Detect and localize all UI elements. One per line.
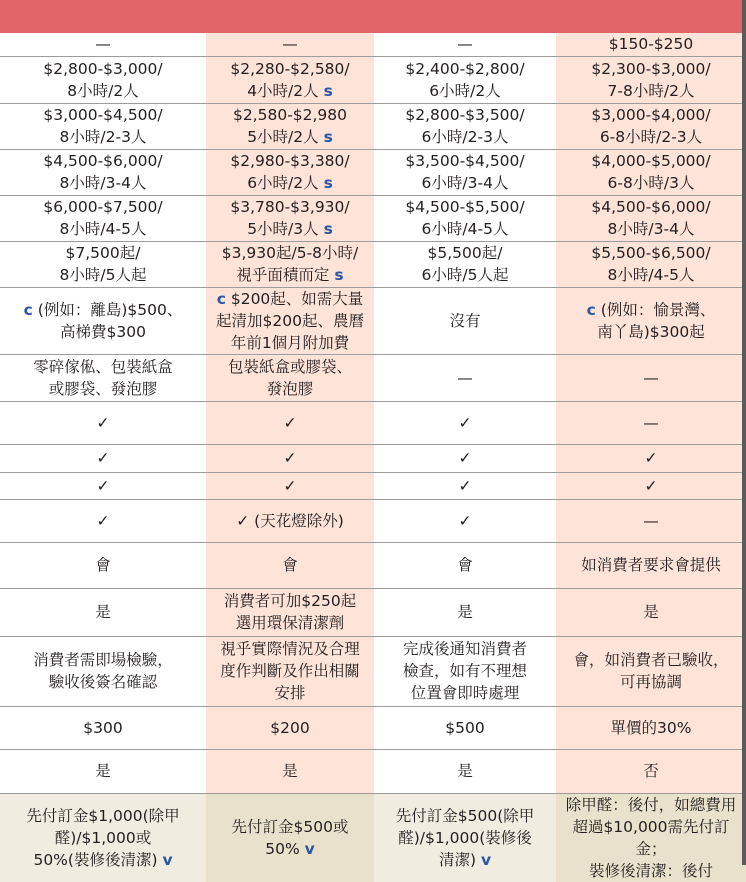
table-row <box>0 103 746 149</box>
cell-text: $6,000-$7,500/ 8小時/4-5人 <box>43 198 163 238</box>
cell-text: $3,780-$3,930/ 5小時/3人 <box>230 198 350 238</box>
table-cell <box>0 287 206 354</box>
table-row <box>0 636 746 706</box>
table-cell <box>556 793 746 882</box>
cell-text: 沒有 <box>449 311 481 330</box>
cell-text: ✓ <box>458 476 472 495</box>
table-row <box>0 706 746 749</box>
footnote-marker: v <box>304 839 315 858</box>
cell-text: $2,980-$3,380/ 6小時/2人 <box>230 152 350 192</box>
table-cell <box>0 588 206 636</box>
table-row <box>0 287 746 354</box>
cell-text: $7,500起/ 8小時/5人起 <box>59 244 147 284</box>
table-cell <box>556 195 746 241</box>
table-row <box>0 749 746 793</box>
cell-text: 除甲醛：後付，如總費用 超過$10,000需先付訂金； 裝修後清潔：後付 <box>565 795 737 880</box>
cell-text: 會 <box>95 556 111 574</box>
cell-text: ✓ <box>283 449 297 467</box>
cell-text: 視乎實際情況及合理 度作判斷及作出相關 安排 <box>220 640 360 702</box>
table-cell <box>374 444 556 472</box>
cell-text: 先付訂金$500或 50% <box>231 817 349 858</box>
table-cell <box>206 749 374 793</box>
cell-text: $200 <box>270 718 310 737</box>
table-cell <box>374 793 556 882</box>
cell-text: 是 <box>457 603 473 621</box>
table-cell <box>374 542 556 588</box>
cell-text: $300 <box>83 718 123 737</box>
table-cell <box>556 56 746 103</box>
cell-text: 會 <box>282 556 298 574</box>
cell-text: $3,000-$4,500/ 8小時/2-3人 <box>43 106 163 146</box>
table-row <box>0 33 746 56</box>
footnote-marker: s <box>323 220 333 238</box>
footnote-marker: v <box>480 850 492 869</box>
table-cell <box>0 241 206 287</box>
footnote-marker: c <box>586 300 596 319</box>
table-cell <box>0 33 206 56</box>
table-cell <box>0 354 206 401</box>
footnote-marker: s <box>334 266 344 284</box>
cell-text: 消費者可加$250起 選用環保清潔劑 <box>223 592 357 632</box>
cell-text: 是 <box>457 762 473 780</box>
table-cell <box>556 472 746 499</box>
table-cell <box>0 793 206 882</box>
table-cell <box>556 706 746 749</box>
cell-text: $2,300-$3,000/ 7-8小時/2人 <box>591 59 711 100</box>
cell-text: ✓ <box>96 413 110 432</box>
table-row <box>0 472 746 499</box>
table-row <box>0 588 746 636</box>
table-cell <box>374 103 556 149</box>
table-cell <box>0 149 206 195</box>
table-row <box>0 241 746 287</box>
cell-text: ✓ <box>96 476 110 495</box>
table-cell <box>206 706 374 749</box>
table-cell <box>0 706 206 749</box>
table-row <box>0 401 746 444</box>
cell-text: $3,500-$4,500/ 6小時/3-4人 <box>405 152 525 192</box>
cell-text: $2,280-$2,580/ 4小時/2人 <box>230 59 350 100</box>
cell-text: ✓ (天花燈除外) <box>236 511 344 530</box>
table-cell <box>0 542 206 588</box>
cell-text: 是 <box>643 603 659 621</box>
cell-text: ✓ <box>283 476 297 495</box>
table-cell <box>206 33 374 56</box>
table-cell <box>206 354 374 401</box>
cell-text: $3,000-$4,000/ 6-8小時/2-3人 <box>591 106 711 146</box>
table-cell <box>0 499 206 542</box>
cell-text: $2,800-$3,000/ 8小時/2人 <box>43 59 163 100</box>
cell-text: ✓ <box>458 449 472 467</box>
cell-text: 單價的30% <box>610 718 692 737</box>
comparison-table <box>0 33 746 882</box>
table-cell <box>556 542 746 588</box>
cell-text: ✓ <box>96 449 110 467</box>
cell-text: 零碎傢俬、包裝紙盒 或膠袋、發泡膠 <box>33 357 173 398</box>
table-cell <box>0 444 206 472</box>
table-row <box>0 354 746 401</box>
cell-text: ✓ <box>644 476 658 495</box>
table-cell <box>206 444 374 472</box>
footnote-marker: s <box>323 128 333 146</box>
table-row <box>0 149 746 195</box>
table-cell <box>206 542 374 588</box>
cell-text: ✓ <box>458 511 472 530</box>
cell-text: 是 <box>95 762 111 780</box>
cell-text: $3,930起/5-8小時/ 視乎面積而定 <box>221 244 359 284</box>
cell-text: (例如：愉景灣、 南丫島)$300起 <box>597 300 716 341</box>
table-cell <box>556 401 746 444</box>
footnote-marker: s <box>323 81 333 100</box>
cell-text: — <box>457 35 473 54</box>
cell-text: $4,500-$6,000/ 8小時/3-4人 <box>591 198 711 238</box>
table-cell <box>374 354 556 401</box>
table-cell <box>556 103 746 149</box>
cell-text: — <box>643 368 659 387</box>
table-cell <box>206 636 374 706</box>
cell-text: $5,500起/ 6小時/5人起 <box>421 244 509 284</box>
footnote-marker: v <box>162 850 173 869</box>
table-cell <box>374 56 556 103</box>
table-cell <box>556 588 746 636</box>
table-cell <box>0 56 206 103</box>
cell-text: $2,800-$3,500/ 6小時/2-3人 <box>405 106 525 146</box>
table-cell <box>0 636 206 706</box>
table-cell <box>374 401 556 444</box>
cell-text: $4,000-$5,000/ 6-8小時/3人 <box>591 152 711 192</box>
table-cell <box>206 401 374 444</box>
table-row <box>0 56 746 103</box>
table-cell <box>0 103 206 149</box>
cell-text: 是 <box>282 762 298 780</box>
cell-text: — <box>457 368 473 387</box>
footnote-marker: c <box>23 300 33 319</box>
cell-text: $2,580-$2,980 5小時/2人 <box>232 106 348 146</box>
cell-text: ✓ <box>644 449 658 467</box>
table-cell <box>374 149 556 195</box>
cell-text: $4,500-$6,000/ 8小時/3-4人 <box>43 152 163 192</box>
cell-text: 會，如消費者已驗收， 可再協調 <box>573 651 729 691</box>
cell-text: — <box>282 35 298 54</box>
table-cell <box>206 195 374 241</box>
table-cell <box>556 499 746 542</box>
cell-text: ✓ <box>96 511 110 530</box>
cell-text: 完成後通知消費者 檢查，如有不理想 位置會即時處理 <box>402 640 527 702</box>
cell-text: ✓ <box>283 413 297 432</box>
table-cell <box>0 472 206 499</box>
table-row <box>0 499 746 542</box>
footnote-marker: s <box>323 174 333 192</box>
cell-text: $4,500-$5,500/ 6小時/4-5人 <box>405 198 525 238</box>
table-row <box>0 542 746 588</box>
cell-text: 否 <box>643 762 659 780</box>
cell-text: 會 <box>457 556 473 574</box>
footnote-marker: c <box>216 289 226 308</box>
table-cell <box>0 749 206 793</box>
table-row <box>0 444 746 472</box>
table-cell <box>206 793 374 882</box>
cell-text: 先付訂金$1,000(除甲 醛)/$1,000或 50%(裝修後清潔) <box>26 806 180 869</box>
table-cell <box>374 499 556 542</box>
cell-text: ✓ <box>458 413 472 432</box>
table-cell <box>0 401 206 444</box>
table-cell <box>374 588 556 636</box>
table-cell <box>374 241 556 287</box>
table-cell <box>374 749 556 793</box>
cell-text: — <box>643 511 659 530</box>
table-cell <box>556 749 746 793</box>
table-cell <box>374 287 556 354</box>
cell-text: 如消費者要求會提供 <box>581 556 721 574</box>
table-cell <box>374 706 556 749</box>
table-header-bar <box>0 0 746 33</box>
table-cell <box>556 636 746 706</box>
table-cell <box>206 149 374 195</box>
cell-text: $150-$250 <box>608 35 694 54</box>
table-cell <box>206 241 374 287</box>
table-cell <box>374 33 556 56</box>
table-row <box>0 195 746 241</box>
table-cell <box>556 444 746 472</box>
table-cell <box>374 636 556 706</box>
table-cell <box>0 195 206 241</box>
cell-text: $5,500-$6,500/ 8小時/4-5人 <box>591 244 711 284</box>
table-cell <box>374 195 556 241</box>
cell-text: $2,400-$2,800/ 6小時/2人 <box>405 59 525 100</box>
table-cell <box>206 472 374 499</box>
window-edge <box>742 0 746 865</box>
table-cell <box>556 33 746 56</box>
table-cell <box>556 354 746 401</box>
cell-text: — <box>643 413 659 432</box>
table-cell <box>206 287 374 354</box>
table-cell <box>374 472 556 499</box>
table-cell <box>206 103 374 149</box>
cell-text: — <box>95 35 111 54</box>
table-cell <box>206 499 374 542</box>
cell-text: 是 <box>95 603 111 621</box>
table-cell <box>556 149 746 195</box>
cell-text: 消費者需即場檢驗， 驗收後簽名確認 <box>33 651 173 691</box>
cell-text: 包裝紙盒或膠袋、 發泡膠 <box>227 357 352 398</box>
table-cell <box>556 287 746 354</box>
cell-text: 先付訂金$500(除甲 醛)/$1,000(裝修後 清潔) <box>395 806 535 869</box>
cell-text: (例如：離島)$500、 高梯費$300 <box>37 300 183 341</box>
table-cell <box>206 56 374 103</box>
table-cell <box>556 241 746 287</box>
cell-text: $500 <box>445 718 485 737</box>
table-row <box>0 793 746 882</box>
table-cell <box>206 588 374 636</box>
cell-text: $200起、如需大量 起清加$200起、農曆 年前1個月附加費 <box>216 289 364 352</box>
